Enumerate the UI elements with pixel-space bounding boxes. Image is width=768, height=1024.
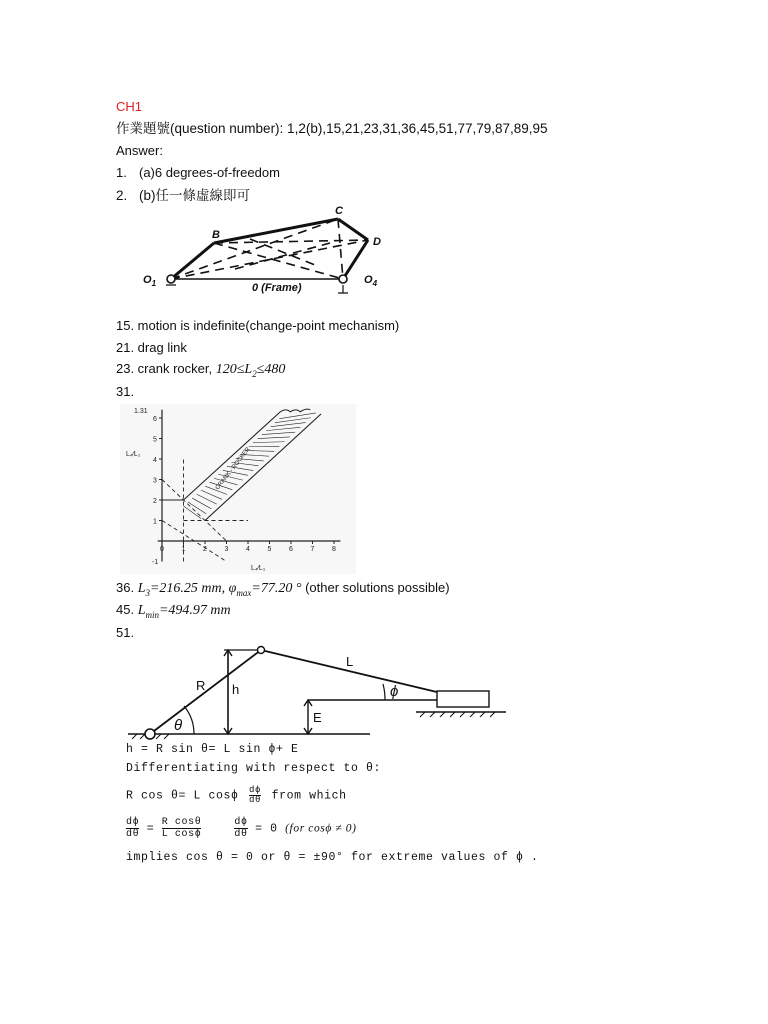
label-h: h xyxy=(232,682,240,697)
x-tick-label: 2 xyxy=(203,546,207,553)
y-axis-label: L₄⁄L₁ xyxy=(126,451,141,458)
y-tick-label: 2 xyxy=(153,498,157,505)
label-d: D xyxy=(373,236,381,248)
chapter-heading: CH1 xyxy=(116,99,143,114)
derivation-line-2: Differentiating with respect to θ: xyxy=(126,762,382,775)
answer-45: 45. $L_{min}=494.97$ mm xyxy=(116,602,231,620)
x-tick-label: 4 xyxy=(246,546,250,553)
four-bar-linkage-figure xyxy=(140,203,390,298)
x-tick-label: 0 xyxy=(160,546,164,553)
answer-item-number: 1. xyxy=(116,165,127,180)
answer-23-text: 23. crank rocker, xyxy=(116,361,216,376)
answer-15: 15. motion is indefinite(change-point mechanism) xyxy=(116,318,400,333)
ground-pivot-icon xyxy=(145,729,155,739)
x-tick-label: 1 xyxy=(181,546,186,553)
link-b-c xyxy=(214,219,338,243)
y-tick-label: 1 xyxy=(153,518,157,526)
label-o4: $O_4$ xyxy=(364,274,378,288)
answer-heading: Answer: xyxy=(116,143,163,158)
derivation-fraction-line: $\frac{d\phi}{d\theta}$ = $\frac{\text{R cosθ}}{\text{L cosϕ}}$ $\frac{d\phi}{d\theta}$ = 0 (for cosϕ ≠ 0) xyxy=(126,817,357,840)
answer-item-2 xyxy=(116,188,250,204)
label-l: L xyxy=(346,654,354,669)
answer-23-inequality: $120\le L_2\le 480$ xyxy=(215,362,286,379)
answer-item-text: (b)任一條虛線即可 xyxy=(139,188,250,203)
label-r: R xyxy=(196,678,206,693)
x-tick-label: 5 xyxy=(267,546,272,553)
chart-title: 1.31 xyxy=(134,408,148,415)
answer-item-text: (a)6 degrees-of-freedom xyxy=(139,165,280,180)
label-c: C xyxy=(335,205,343,217)
link-o1-b xyxy=(171,243,214,279)
crank-pin-icon xyxy=(258,647,265,654)
link-c-d xyxy=(338,219,368,240)
answer-51-label: 51. xyxy=(116,625,135,640)
y-neg-tick: -1 xyxy=(152,559,159,566)
derivation-line-1: h = R sin θ= L sin ϕ+ E xyxy=(126,743,299,756)
answer-item-number: 2. xyxy=(116,188,128,203)
x-tick-label: 7 xyxy=(310,546,315,553)
answer-36-length: $L_3=216.25$ mm, $\varphi_{max}=77.20$ ° xyxy=(137,581,302,598)
region-label: CRANK - ROCKER xyxy=(214,446,252,492)
answer-45-length: $L_{min}=494.97$ mm xyxy=(137,603,231,620)
answer-31-label: 31. xyxy=(116,384,135,399)
dashed-diagonals xyxy=(171,219,368,279)
answer-item-1 xyxy=(116,165,280,181)
y-tick-label: 3 xyxy=(153,477,157,485)
y-tick-label: 6 xyxy=(153,416,157,423)
y-tick-label: 5 xyxy=(153,436,157,444)
x-tick-label: 8 xyxy=(332,546,336,553)
label-o1: $O_1$ xyxy=(143,274,157,288)
derivation-line-5: implies cos θ = 0 or θ = ±90° for extreme values of ϕ . xyxy=(126,851,539,864)
label-theta: θ xyxy=(174,717,183,734)
answer-36: 36. $L_3=216.25$ mm, $\varphi_{max}=77.20$ ° (other solutions possible) xyxy=(116,580,450,598)
label-frame: 0 (Frame) xyxy=(252,282,302,294)
x-axis-label: L₄⁄L₁ xyxy=(251,565,266,572)
slider-crank-figure xyxy=(120,642,520,742)
crank-rocker-chart xyxy=(120,404,356,574)
x-tick-label: 6 xyxy=(289,546,293,553)
slider-block xyxy=(437,691,489,707)
x-tick-label: 3 xyxy=(224,546,229,553)
connecting-rod-l xyxy=(261,650,462,698)
label-phi: ϕ xyxy=(390,683,399,700)
y-tick-label: 4 xyxy=(153,457,157,464)
answer-21: 21. drag link xyxy=(116,340,187,355)
answer-23 xyxy=(116,361,285,382)
o4-pivot-icon xyxy=(339,275,347,283)
derivation-line-3: R cos θ= L cosϕ $\frac{d\phi}{d\theta}$ from which xyxy=(126,785,347,805)
crank-r xyxy=(150,650,261,734)
label-b: B xyxy=(212,229,220,241)
assignment-line: 作業題號(question number): 1,2(b),15,21,23,31,36,45,51,77,79,87,89,95 xyxy=(116,121,548,136)
fraction-dphi-dtheta: $\frac{d\phi}{d\theta}$ xyxy=(249,785,262,805)
label-e: E xyxy=(313,710,322,725)
answer-36-note: (other solutions possible) xyxy=(301,580,450,595)
o1-pivot-icon xyxy=(167,275,175,283)
